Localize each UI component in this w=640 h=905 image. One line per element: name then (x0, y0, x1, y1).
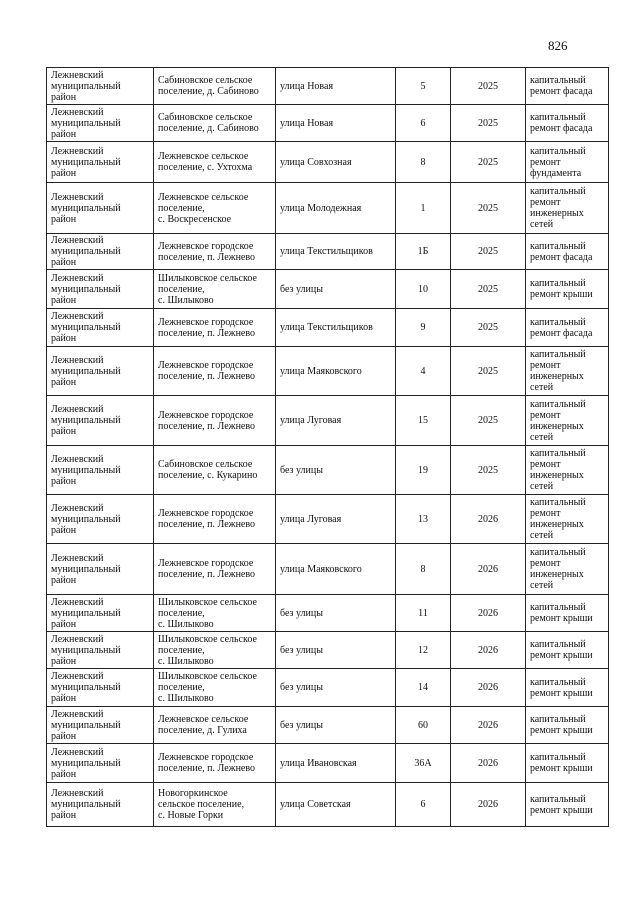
house-number-cell: 19 (396, 446, 451, 495)
street-cell: без улицы (276, 270, 396, 309)
year-cell: 2025 (451, 309, 526, 347)
street-cell: улица Маяковского (276, 544, 396, 595)
street-cell: без улицы (276, 595, 396, 632)
house-number-cell: 60 (396, 707, 451, 744)
settlement-cell: Новогоркинское сельское поселение, с. Новые Горки (154, 783, 276, 827)
table-row (47, 234, 609, 270)
work-type-cell: капитальный ремонт фундамента (526, 142, 609, 183)
table-row (47, 142, 609, 183)
house-number-cell: 12 (396, 632, 451, 669)
house-number-cell: 5 (396, 68, 451, 105)
settlement-cell: Лежневское городское поселение, п. Лежнево (154, 309, 276, 347)
registry-table (46, 67, 609, 827)
settlement-cell: Сабиновское сельское поселение, д. Сабиново (154, 68, 276, 105)
table-row (47, 632, 609, 669)
street-cell: без улицы (276, 632, 396, 669)
year-cell: 2026 (451, 595, 526, 632)
year-cell: 2026 (451, 544, 526, 595)
district-cell: Лежневский муниципальный район (47, 544, 154, 595)
settlement-cell: Лежневское городское поселение, п. Лежнево (154, 234, 276, 270)
work-type-cell: капитальный ремонт крыши (526, 707, 609, 744)
house-number-cell: 36А (396, 744, 451, 783)
work-type-cell: капитальный ремонт инженерных сетей (526, 183, 609, 234)
district-cell: Лежневский муниципальный район (47, 744, 154, 783)
street-cell: улица Совхозная (276, 142, 396, 183)
district-cell: Лежневский муниципальный район (47, 632, 154, 669)
district-cell: Лежневский муниципальный район (47, 105, 154, 142)
district-cell: Лежневский муниципальный район (47, 396, 154, 446)
house-number-cell: 1 (396, 183, 451, 234)
street-cell: без улицы (276, 707, 396, 744)
house-number-cell: 6 (396, 783, 451, 827)
street-cell: улица Новая (276, 105, 396, 142)
settlement-cell: Лежневское городское поселение, п. Лежнево (154, 744, 276, 783)
street-cell: улица Луговая (276, 396, 396, 446)
year-cell: 2025 (451, 105, 526, 142)
work-type-cell: капитальный ремонт фасада (526, 309, 609, 347)
settlement-cell: Сабиновское сельское поселение, с. Кукарино (154, 446, 276, 495)
table-row (47, 105, 609, 142)
year-cell: 2025 (451, 396, 526, 446)
settlement-cell: Шилыковское сельское поселение, с. Шилыково (154, 632, 276, 669)
table-row (47, 707, 609, 744)
settlement-cell: Лежневское городское поселение, п. Лежнево (154, 495, 276, 544)
work-type-cell: капитальный ремонт фасада (526, 105, 609, 142)
house-number-cell: 10 (396, 270, 451, 309)
district-cell: Лежневский муниципальный район (47, 669, 154, 707)
year-cell: 2026 (451, 707, 526, 744)
year-cell: 2026 (451, 632, 526, 669)
table-row (47, 309, 609, 347)
district-cell: Лежневский муниципальный район (47, 347, 154, 396)
work-type-cell: капитальный ремонт крыши (526, 783, 609, 827)
district-cell: Лежневский муниципальный район (47, 309, 154, 347)
year-cell: 2025 (451, 142, 526, 183)
year-cell: 2025 (451, 446, 526, 495)
table-row (47, 396, 609, 446)
year-cell: 2026 (451, 744, 526, 783)
settlement-cell: Шилыковское сельское поселение, с. Шилыково (154, 669, 276, 707)
district-cell: Лежневский муниципальный район (47, 234, 154, 270)
work-type-cell: капитальный ремонт фасада (526, 234, 609, 270)
house-number-cell: 14 (396, 669, 451, 707)
work-type-cell: капитальный ремонт фасада (526, 68, 609, 105)
house-number-cell: 15 (396, 396, 451, 446)
street-cell: улица Новая (276, 68, 396, 105)
table-row (47, 183, 609, 234)
street-cell: улица Молодежная (276, 183, 396, 234)
settlement-cell: Лежневское городское поселение, п. Лежнево (154, 347, 276, 396)
table-body (47, 68, 609, 827)
work-type-cell: капитальный ремонт крыши (526, 595, 609, 632)
year-cell: 2025 (451, 183, 526, 234)
house-number-cell: 1Б (396, 234, 451, 270)
table-row (47, 544, 609, 595)
street-cell: без улицы (276, 446, 396, 495)
year-cell: 2026 (451, 783, 526, 827)
district-cell: Лежневский муниципальный район (47, 595, 154, 632)
district-cell: Лежневский муниципальный район (47, 446, 154, 495)
district-cell: Лежневский муниципальный район (47, 783, 154, 827)
year-cell: 2025 (451, 270, 526, 309)
district-cell: Лежневский муниципальный район (47, 270, 154, 309)
year-cell: 2025 (451, 234, 526, 270)
district-cell: Лежневский муниципальный район (47, 183, 154, 234)
work-type-cell: капитальный ремонт инженерных сетей (526, 495, 609, 544)
house-number-cell: 8 (396, 544, 451, 595)
settlement-cell: Лежневское сельское поселение, д. Гулиха (154, 707, 276, 744)
house-number-cell: 11 (396, 595, 451, 632)
page-number: 826 (548, 38, 568, 53)
table-row (47, 446, 609, 495)
year-cell: 2025 (451, 68, 526, 105)
house-number-cell: 6 (396, 105, 451, 142)
work-type-cell: капитальный ремонт инженерных сетей (526, 544, 609, 595)
year-cell: 2025 (451, 347, 526, 396)
table-row (47, 595, 609, 632)
table-row (47, 270, 609, 309)
street-cell: улица Советская (276, 783, 396, 827)
settlement-cell: Лежневское сельское поселение, с. Воскресенское (154, 183, 276, 234)
work-type-cell: капитальный ремонт инженерных сетей (526, 347, 609, 396)
work-type-cell: капитальный ремонт крыши (526, 669, 609, 707)
settlement-cell: Сабиновское сельское поселение, д. Сабиново (154, 105, 276, 142)
settlement-cell: Лежневское сельское поселение, с. Ухтохма (154, 142, 276, 183)
table-row (47, 669, 609, 707)
house-number-cell: 9 (396, 309, 451, 347)
district-cell: Лежневский муниципальный район (47, 707, 154, 744)
table-row (47, 347, 609, 396)
work-type-cell: капитальный ремонт крыши (526, 744, 609, 783)
street-cell: улица Маяковского (276, 347, 396, 396)
settlement-cell: Шилыковское сельское поселение, с. Шилыково (154, 595, 276, 632)
street-cell: улица Текстильщиков (276, 309, 396, 347)
street-cell: улица Ивановская (276, 744, 396, 783)
table-row (47, 783, 609, 827)
district-cell: Лежневский муниципальный район (47, 495, 154, 544)
district-cell: Лежневский муниципальный район (47, 142, 154, 183)
house-number-cell: 4 (396, 347, 451, 396)
work-type-cell: капитальный ремонт инженерных сетей (526, 446, 609, 495)
street-cell: улица Текстильщиков (276, 234, 396, 270)
settlement-cell: Шилыковское сельское поселение, с. Шилыково (154, 270, 276, 309)
year-cell: 2026 (451, 495, 526, 544)
street-cell: улица Луговая (276, 495, 396, 544)
table-row (47, 744, 609, 783)
year-cell: 2026 (451, 669, 526, 707)
house-number-cell: 13 (396, 495, 451, 544)
work-type-cell: капитальный ремонт крыши (526, 270, 609, 309)
table-row (47, 68, 609, 105)
street-cell: без улицы (276, 669, 396, 707)
settlement-cell: Лежневское городское поселение, п. Лежнево (154, 544, 276, 595)
work-type-cell: капитальный ремонт инженерных сетей (526, 396, 609, 446)
table-row (47, 495, 609, 544)
work-type-cell: капитальный ремонт крыши (526, 632, 609, 669)
district-cell: Лежневский муниципальный район (47, 68, 154, 105)
settlement-cell: Лежневское городское поселение, п. Лежнево (154, 396, 276, 446)
house-number-cell: 8 (396, 142, 451, 183)
